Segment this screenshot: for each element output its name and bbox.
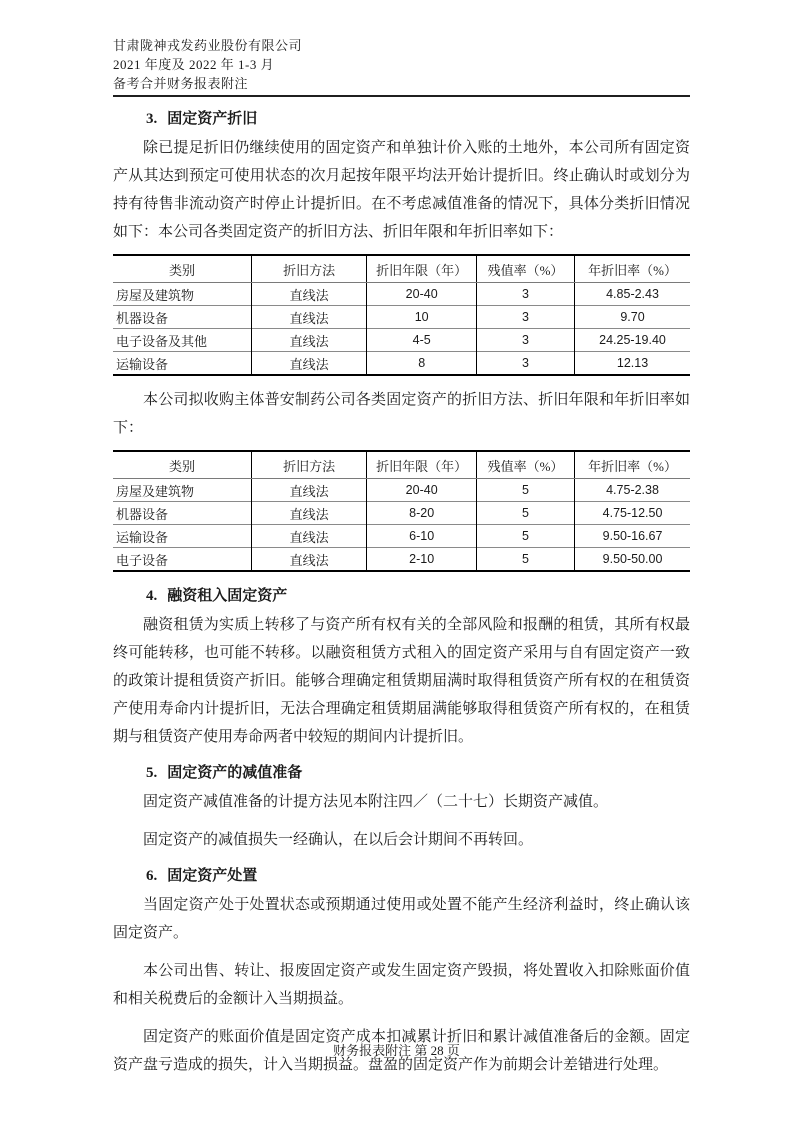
cell-years: 4-5 bbox=[367, 329, 477, 352]
document-header bbox=[113, 36, 690, 93]
cell-category: 机器设备 bbox=[113, 306, 251, 329]
cell-residual-rate: 5 bbox=[476, 479, 574, 502]
cell-residual-rate: 3 bbox=[476, 283, 574, 306]
section-6-paragraph-3: 固定资产的账面价值是固定资产成本扣减累计折旧和累计减值准备后的金额。固定资产盘亏造成的损失，计入当期损益。盘盈的固定资产作为前期会计差错进行处理。 bbox=[113, 1029, 690, 1073]
report-period: 2021 年度及 2022 年 1-3 月 bbox=[113, 57, 275, 72]
section-4-heading bbox=[146, 586, 690, 607]
header-divider bbox=[113, 95, 690, 97]
table-header-row bbox=[113, 451, 690, 479]
column-header-method: 折旧方法 bbox=[251, 451, 366, 479]
section-title: 固定资产折旧 bbox=[167, 111, 258, 127]
cell-category: 电子设备及其他 bbox=[113, 329, 251, 352]
cell-residual-rate: 5 bbox=[476, 525, 574, 548]
section-title: 固定资产处置 bbox=[167, 868, 258, 884]
column-header-category: 类别 bbox=[113, 255, 251, 283]
page-footer: 财务报表附注 第 28 页 bbox=[333, 1043, 460, 1058]
column-header-annual-rate: 年折旧率（%） bbox=[575, 451, 690, 479]
table-header-row bbox=[113, 255, 690, 283]
column-header-years: 折旧年限（年） bbox=[367, 255, 477, 283]
cell-residual-rate: 3 bbox=[476, 329, 574, 352]
section-5-paragraph-1: 固定资产减值准备的计提方法见本附注四／（二十七）长期资产减值。 bbox=[143, 794, 609, 810]
cell-category: 运输设备 bbox=[113, 525, 251, 548]
column-header-annual-rate: 年折旧率（%） bbox=[575, 255, 690, 283]
cell-years: 2-10 bbox=[367, 548, 477, 572]
column-header-method: 折旧方法 bbox=[251, 255, 366, 283]
cell-annual-rate: 9.50-16.67 bbox=[575, 525, 690, 548]
cell-years: 6-10 bbox=[367, 525, 477, 548]
section-6-heading bbox=[146, 866, 690, 887]
section-number: 5. bbox=[146, 765, 158, 781]
table-row bbox=[113, 479, 690, 502]
cell-method: 直线法 bbox=[251, 329, 366, 352]
table-row bbox=[113, 329, 690, 352]
table-row bbox=[113, 283, 690, 306]
section-number: 4. bbox=[146, 588, 158, 604]
company-name: 甘肃陇神戎发药业股份有限公司 bbox=[113, 38, 303, 53]
section-3-paragraph: 除已提足折旧仍继续使用的固定资产和单独计价入账的土地外，本公司所有固定资产从其达到预定可使用状态的次月起按年限平均法开始计提折旧。终止确认时或划分为持有待售非流动资产时停止计提折旧。在不考虑减值准备的情况下，具体分类折旧情况如下：本公司各类固定资产的折旧方法、折旧年限和年折旧率如下： bbox=[113, 140, 690, 240]
cell-annual-rate: 4.75-2.38 bbox=[575, 479, 690, 502]
column-header-residual-rate: 残值率（%） bbox=[476, 255, 574, 283]
cell-method: 直线法 bbox=[251, 548, 366, 572]
section-5-paragraph-2: 固定资产的减值损失一经确认，在以后会计期间不再转回。 bbox=[143, 832, 534, 848]
table-row bbox=[113, 548, 690, 572]
column-header-category: 类别 bbox=[113, 451, 251, 479]
cell-annual-rate: 4.85-2.43 bbox=[575, 283, 690, 306]
section-title: 固定资产的减值准备 bbox=[167, 765, 303, 781]
document-title: 备考合并财务报表附注 bbox=[113, 76, 249, 91]
puan-depreciation-table bbox=[113, 450, 690, 572]
column-header-years: 折旧年限（年） bbox=[367, 451, 477, 479]
section-6-paragraph-2: 本公司出售、转让、报废固定资产或发生固定资产毁损，将处置收入扣除账面价值和相关税费后的金额计入当期损益。 bbox=[113, 963, 690, 1007]
section-5-heading bbox=[146, 763, 690, 784]
cell-years: 20-40 bbox=[367, 283, 477, 306]
table-row bbox=[113, 525, 690, 548]
cell-method: 直线法 bbox=[251, 352, 366, 376]
cell-residual-rate: 3 bbox=[476, 352, 574, 376]
cell-method: 直线法 bbox=[251, 502, 366, 525]
cell-category: 房屋及建筑物 bbox=[116, 483, 195, 499]
acquisition-target-paragraph: 本公司拟收购主体普安制药公司各类固定资产的折旧方法、折旧年限和年折旧率如下： bbox=[113, 392, 690, 436]
section-3-heading bbox=[146, 109, 690, 130]
column-header-residual-rate: 残值率（%） bbox=[476, 451, 574, 479]
cell-years: 20-40 bbox=[367, 479, 477, 502]
cell-residual-rate: 3 bbox=[476, 306, 574, 329]
cell-category: 机器设备 bbox=[113, 502, 251, 525]
table-row bbox=[113, 502, 690, 525]
cell-residual-rate: 5 bbox=[476, 548, 574, 572]
table-row bbox=[113, 306, 690, 329]
table-row bbox=[113, 352, 690, 376]
section-number: 6. bbox=[146, 868, 158, 884]
cell-category: 房屋及建筑物 bbox=[116, 287, 195, 303]
cell-method: 直线法 bbox=[251, 306, 366, 329]
cell-annual-rate: 24.25-19.40 bbox=[575, 329, 690, 352]
section-title: 融资租入固定资产 bbox=[167, 588, 288, 604]
cell-annual-rate: 9.50-50.00 bbox=[575, 548, 690, 572]
cell-years: 8 bbox=[367, 352, 477, 376]
cell-years: 10 bbox=[367, 306, 477, 329]
cell-method: 直线法 bbox=[251, 525, 366, 548]
cell-annual-rate: 9.70 bbox=[575, 306, 690, 329]
cell-method: 直线法 bbox=[251, 283, 366, 306]
cell-years: 8-20 bbox=[367, 502, 477, 525]
cell-category: 电子设备 bbox=[113, 548, 251, 572]
cell-residual-rate: 5 bbox=[476, 502, 574, 525]
section-number: 3. bbox=[146, 111, 158, 127]
cell-method: 直线法 bbox=[251, 479, 366, 502]
cell-annual-rate: 4.75-12.50 bbox=[575, 502, 690, 525]
company-depreciation-table bbox=[113, 254, 690, 376]
cell-category: 运输设备 bbox=[113, 352, 251, 376]
section-6-paragraph-1: 当固定资产处于处置状态或预期通过使用或处置不能产生经济利益时，终止确认该固定资产。 bbox=[113, 897, 690, 941]
section-4-paragraph: 融资租赁为实质上转移了与资产所有权有关的全部风险和报酬的租赁，其所有权最终可能转移，也可能不转移。以融资租赁方式租入的固定资产采用与自有固定资产一致的政策计提租赁资产折旧。能够合理确定租赁期届满时取得租赁资产所有权的在租赁资产使用寿命内计提折旧，无法合理确定租赁期届满能够取得租赁资产所有权的，在租赁期与租赁资产使用寿命两者中较短的期间内计提折旧。 bbox=[113, 617, 690, 745]
cell-annual-rate: 12.13 bbox=[575, 352, 690, 376]
